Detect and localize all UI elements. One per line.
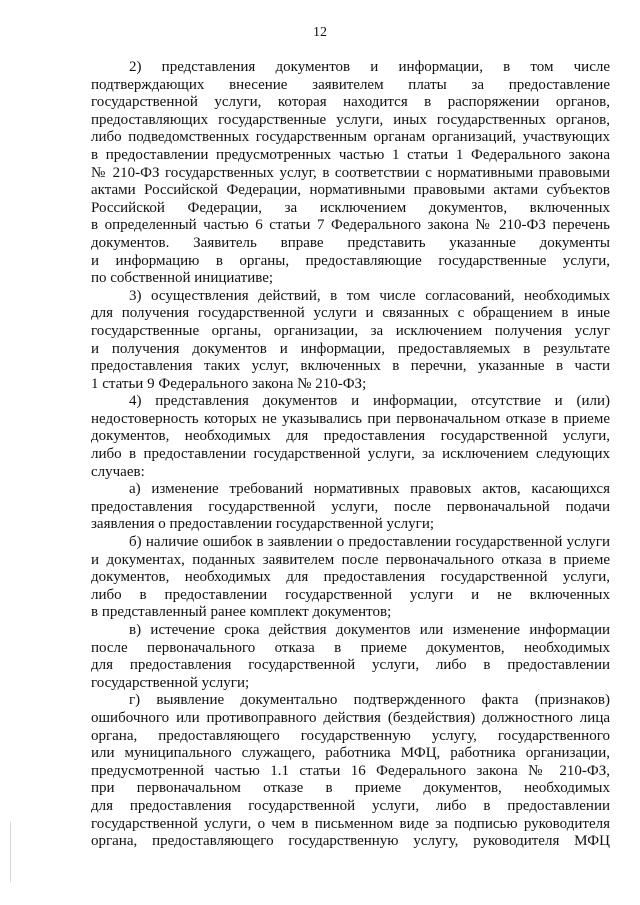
text-line: Российской Федерации, за исключением документов, включенных [91,199,610,216]
text-line: 1 статьи 9 Федерального закона № 210-ФЗ; [91,375,367,392]
text-line: заявления о предоставлении государственной услуги; [91,516,435,533]
text-line: документов. Заявитель вправе представить указанные документы [91,234,610,251]
text-line: документов, необходимых для предоставления государственной услуги, [91,569,610,586]
text-line: в предоставлении предусмотренных частью 1 статьи 1 Федерального закона [91,146,610,163]
text-line: в представленный ранее комплект документов; [91,604,392,621]
text-line: предусмотренной частью 1.1 статьи 16 Федерального закона № 210-ФЗ, [91,762,610,779]
text-line: либо в предоставлении государственной услуги, за исключением следующих [91,446,610,463]
text-line: и информацию в органы, предоставляющие государственные услуги, [91,252,610,269]
text-line: случаев: [91,463,145,480]
text-line: при первоначальном отказе в приеме документов, необходимых [91,780,610,797]
text-line: подтверждающих внесение заявителем платы за предоставление [91,76,610,93]
text-line: недостоверность которых не указывались при первоначальном отказе в приеме [91,410,610,427]
text-line: после первоначального отказа в приеме документов, необходимых [91,639,610,656]
text-line: либо в предоставлении государственной услуги и не включенных [91,586,610,603]
text-line: № 210-ФЗ государственных услуг, в соответствии с нормативными правовыми [91,164,610,181]
text-line: государственной услуги, которая находится в распоряжении органов, [91,94,610,111]
text-line: ошибочного или противоправного действия (бездействия) должностного лица [91,709,610,726]
text-line: для предоставления государственной услуги, либо в предоставлении [91,797,610,814]
text-line: и документах, поданных заявителем после первоначального отказа в приеме [91,551,610,568]
text-line: в определенный частью 6 статьи 7 Федерального закона № 210-ФЗ перечень [91,217,610,234]
text-line: 4) представления документов и информации, отсутствие и (или) [129,393,610,410]
text-line: б) наличие ошибок в заявлении о предоставлении государственной услуги [129,534,610,551]
page-number: 12 [313,25,327,40]
text-line: предоставляющих государственные услуги, иных государственных органов, [91,111,610,128]
scan-edge-mark [10,822,11,882]
text-line: актами Российской Федерации, нормативными правовыми актами субъектов [91,182,610,199]
text-line: а) изменение требований нормативных правовых актов, касающихся [129,481,610,498]
text-line: государственной услуги, о чем в письменном виде за подписью руководителя [91,815,610,832]
text-line: предоставления таких услуг, включенных в перечни, указанные в части [91,358,610,375]
text-line: в) истечение срока действия документов или изменение информации [129,622,610,638]
text-line: или муниципального служащего, работника МФЦ, работника организации, [91,745,610,762]
document-body [91,59,610,851]
text-line: и получения документов и информации, предоставляемых в результате [91,340,610,357]
text-line: документов, необходимых для предоставления государственной услуги, [91,428,610,445]
text-line: либо подведомственных государственным органам организаций, участвующих [91,129,610,146]
text-line: органа, предоставляющего государственную услугу, государственного [91,727,610,744]
text-line: государственной услуги; [91,674,250,691]
text-line: по собственной инициативе; [91,270,274,287]
text-line: предоставления государственной услуги, после первоначальной подачи [91,498,610,515]
text-line: 3) осуществления действий, в том числе согласований, необходимых [129,287,610,304]
text-line: для получения государственной услуги и связанных с обращением в иные [91,305,610,322]
text-line: 2) представления документов и информации, в том числе [129,59,610,75]
text-line: органа, предоставляющего государственную услугу, руководителя МФЦ [91,833,610,850]
text-line: г) выявление документально подтвержденного факта (признаков) [129,692,610,709]
text-line: государственные органы, организации, за исключением получения услуг [91,322,610,339]
text-line: для предоставления государственной услуги, либо в предоставлении [91,657,610,674]
